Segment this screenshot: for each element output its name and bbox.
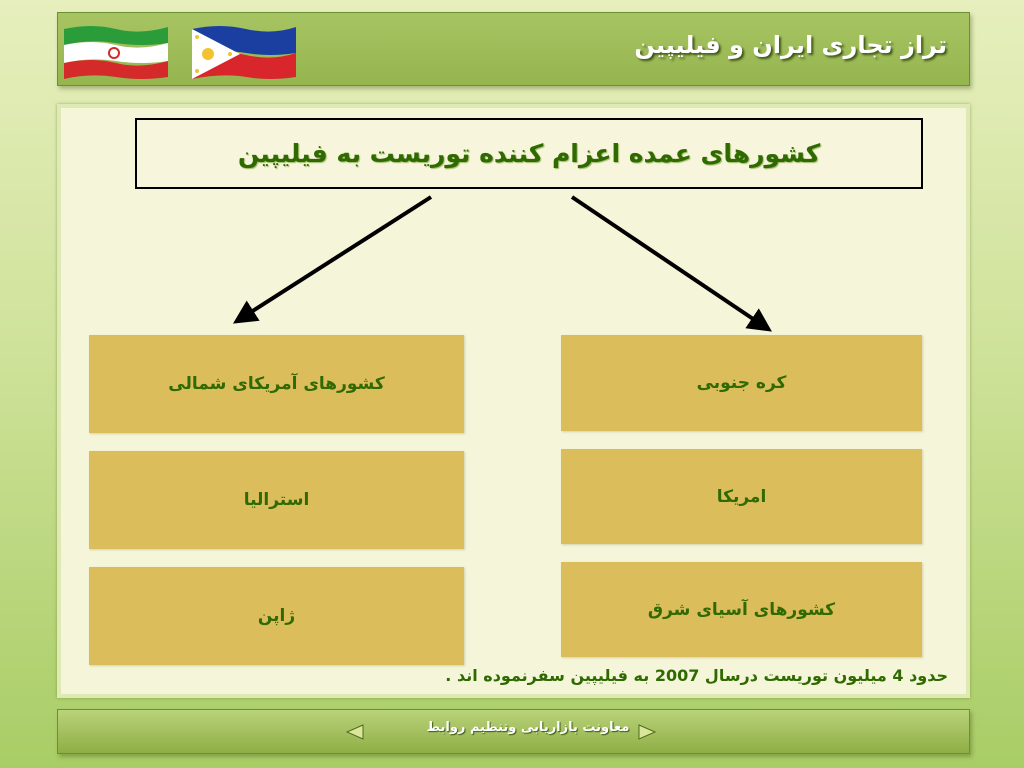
footer-bar	[57, 709, 970, 754]
country-box-usa	[561, 449, 922, 544]
arrow-left	[237, 197, 431, 321]
footer-label: معاونت بازاریابی وتنظیم روابط	[426, 720, 630, 735]
country-label: کره جنوبی	[696, 373, 787, 393]
arrow-right	[572, 197, 768, 329]
country-box-north-america	[89, 335, 464, 433]
page-title: تراز تجاری ایران و فیلیپین	[634, 31, 947, 59]
triangle-left-icon[interactable]	[345, 724, 365, 740]
diagram-title: کشورهای عمده اعزام کننده توریست به فیلیپین	[237, 139, 821, 168]
country-box-east-asia	[561, 562, 922, 657]
country-box-australia	[89, 451, 464, 549]
triangle-right-icon[interactable]	[637, 724, 657, 740]
country-box-south-korea	[561, 335, 922, 431]
country-box-japan	[89, 567, 464, 665]
country-label: استرالیا	[243, 490, 310, 510]
country-label: کشورهای آمریکای شمالی	[168, 374, 385, 394]
country-label: ژاپن	[257, 606, 296, 626]
footnote: حدود 4 میلیون توریست درسال 2007 به فیلیپین سفرنموده اند .	[445, 666, 948, 685]
country-label: امریکا	[716, 486, 767, 507]
country-label: کشورهای آسیای شرق	[647, 599, 836, 620]
